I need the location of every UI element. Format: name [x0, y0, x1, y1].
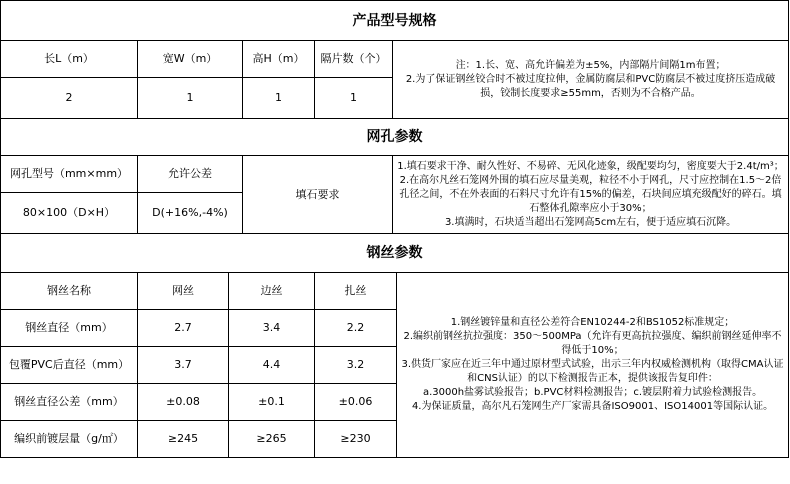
- wire-notes: [397, 273, 789, 458]
- product-spec-notes: [393, 41, 789, 119]
- mesh-type-header: 网孔型号（mm×mm）: [1, 156, 138, 193]
- wire-note-4: a.3000h盐雾试验报告；b.PVC材料检测报告；c.镀层附着力试验检测报告。: [422, 387, 763, 398]
- mesh-wire-header: 网丝: [138, 273, 229, 310]
- wire-name-header: 钢丝名称: [1, 273, 138, 310]
- product-spec-title: 产品型号规格: [1, 1, 789, 41]
- width-value: 1: [138, 78, 243, 119]
- wire-row-tie: ±0.06: [315, 384, 397, 421]
- wire-note-2: 2.编织前钢丝抗拉强度：350～500MPa（允许有更高抗拉强度、编织前钢丝延伸率不得低于10%；: [403, 331, 782, 356]
- wire-row-tie: 2.2: [315, 310, 397, 347]
- height-value: 1: [243, 78, 315, 119]
- product-note-2: 2.为了保证钢丝铰合时不被过度拉伸，金属防腐层和PVC防腐层不被过度挤压造成破损，铰制长度要求≥55mm，否则为不合格产品。: [405, 73, 776, 99]
- tolerance-value: D(+16%,-4%): [138, 193, 243, 234]
- edge-wire-header: 边丝: [229, 273, 315, 310]
- mesh-note-2: 2.在高尔凡丝石笼网外围的填石应尽量美观，粒径不小于网孔，尺寸应控制在1.5～2倍孔径之间，不在外表面的石料尺寸允许有15%的偏差，石块间应填充级配好的碎石。填石整体孔隙率应小于30%；: [399, 174, 782, 214]
- wire-row-tie: ≥230: [315, 421, 397, 458]
- wire-row-label: 包覆PVC后直径（mm）: [1, 347, 138, 384]
- mesh-notes: [393, 156, 789, 234]
- tie-wire-header: 扎丝: [315, 273, 397, 310]
- wire-params-title: 钢丝参数: [1, 234, 789, 273]
- length-header: 长L（m）: [1, 41, 138, 78]
- mesh-note-3: 3.填满时，石块适当超出石笼网高5cm左右，便于适应填石沉降。: [444, 216, 737, 228]
- wire-note-5: 4.为保证质量，高尔凡石笼网生产厂家需具备ISO9001、ISO14001等国际认证。: [411, 401, 774, 412]
- wire-row-mesh: 2.7: [138, 310, 229, 347]
- wire-row-label: 钢丝直径公差（mm）: [1, 384, 138, 421]
- wire-row-mesh: ±0.08: [138, 384, 229, 421]
- wire-note-1: 1.钢丝镀锌量和直径公差符合EN10244-2和BS1052标准规定；: [450, 317, 735, 328]
- wire-row-edge: 3.4: [229, 310, 315, 347]
- length-value: 2: [1, 78, 138, 119]
- wire-row-edge: ≥265: [229, 421, 315, 458]
- width-header: 宽W（m）: [138, 41, 243, 78]
- wire-row-tie: 3.2: [315, 347, 397, 384]
- mesh-type-value: 80×100（D×H）: [1, 193, 138, 234]
- wire-row-mesh: 3.7: [138, 347, 229, 384]
- wire-row-mesh: ≥245: [138, 421, 229, 458]
- wire-row-label: 钢丝直径（mm）: [1, 310, 138, 347]
- wire-row-edge: 4.4: [229, 347, 315, 384]
- spacer-count-value: 1: [315, 78, 393, 119]
- mesh-params-title: 网孔参数: [1, 119, 789, 156]
- tolerance-header: 允许公差: [138, 156, 243, 193]
- fill-requirement-label: 填石要求: [243, 156, 393, 234]
- wire-row-edge: ±0.1: [229, 384, 315, 421]
- height-header: 高H（m）: [243, 41, 315, 78]
- spacer-count-header: 隔片数（个）: [315, 41, 393, 78]
- wire-note-3: 3.供货厂家应在近三年中通过原材型式试验，出示三年内权威检测机构（取得CMA认证和CNS认证）的以下检测报告正本，提供该报告复印件：: [401, 359, 784, 384]
- mesh-note-1: 1.填石要求干净、耐久性好、不易碎、无风化迹象，级配要均匀，密度要大于2.4t/m³；: [397, 160, 784, 172]
- product-note-1: 注：1.长、宽、高允许偏差为±5%，内部隔片间隔1m布置；: [455, 59, 726, 71]
- wire-row-label: 编织前镀层量（g/㎡）: [1, 421, 138, 458]
